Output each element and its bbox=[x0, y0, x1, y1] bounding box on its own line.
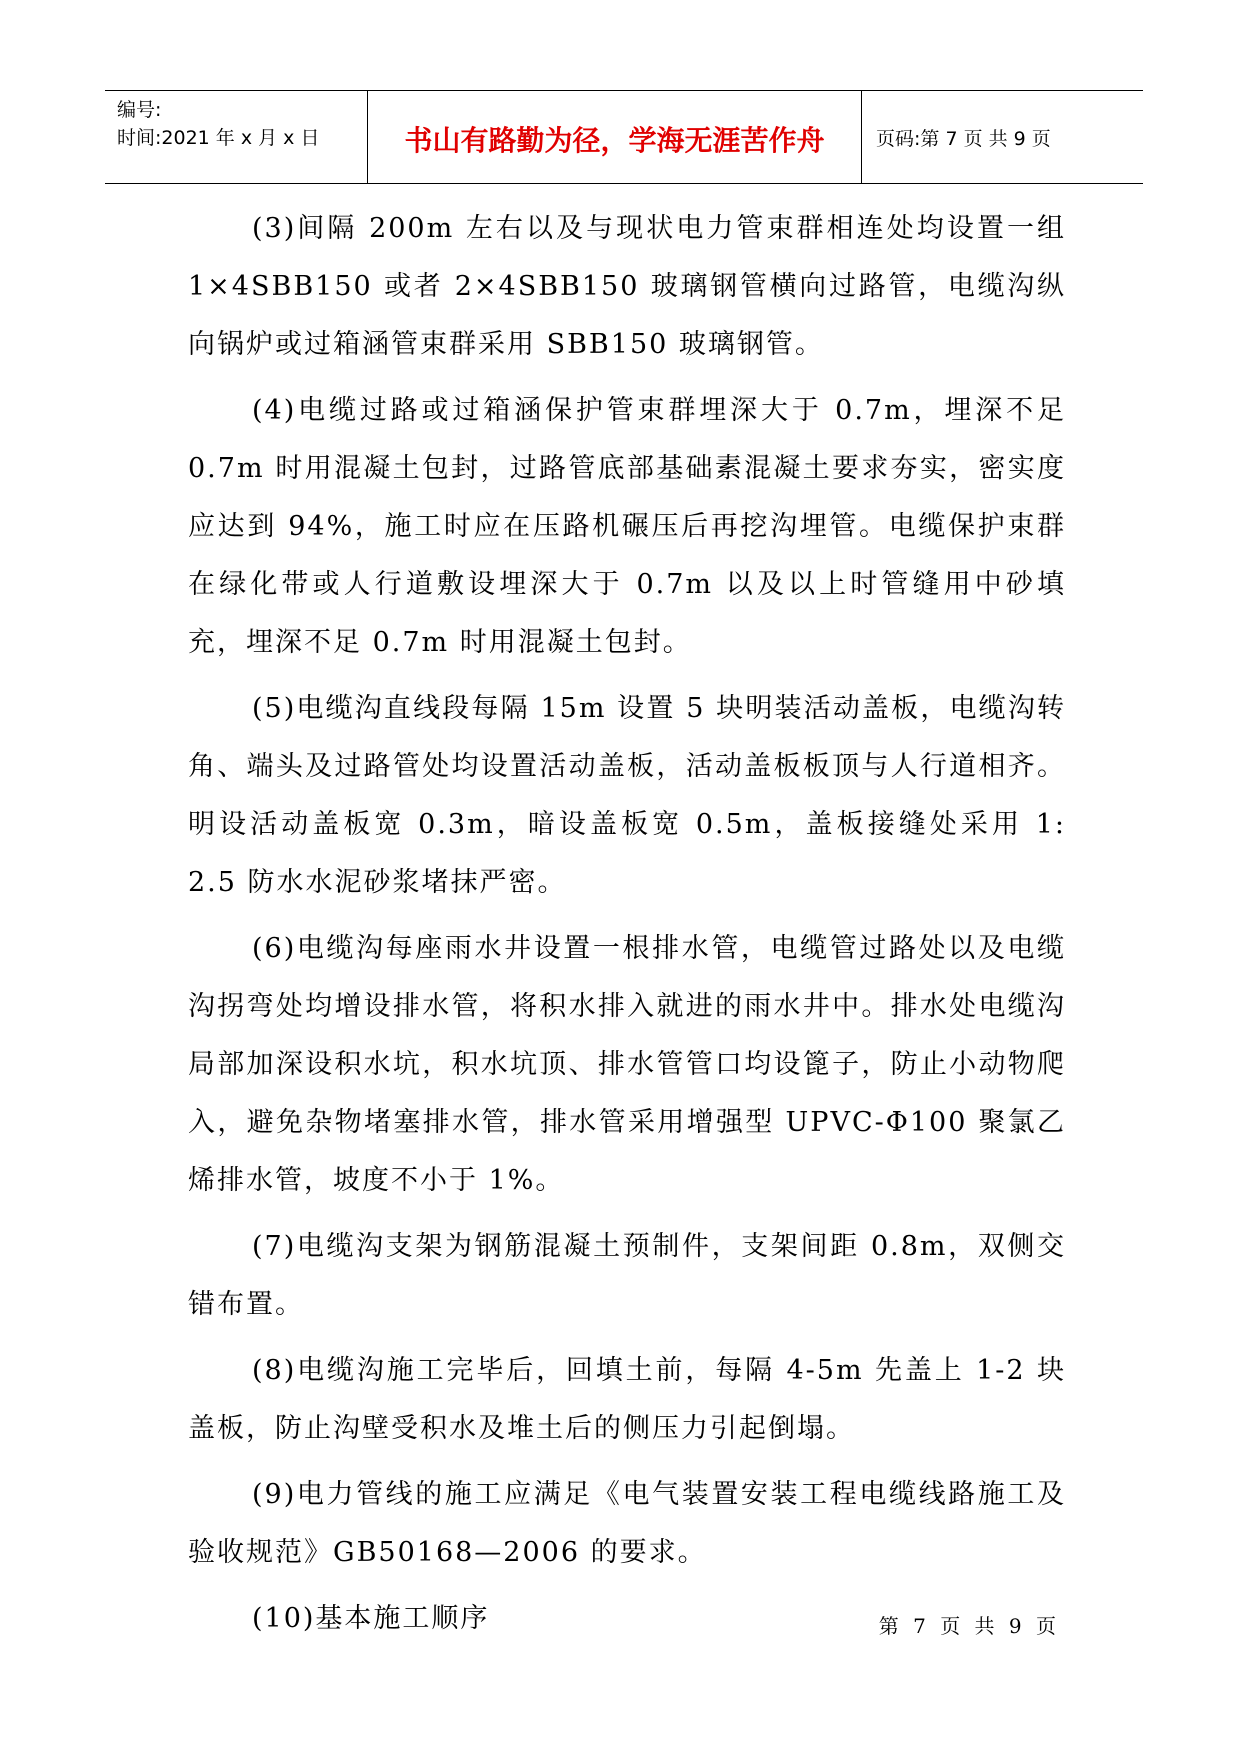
paragraph-3: (3)间隔 200m 左右以及与现状电力管束群相连处均设置一组 1×4SBB150 或者 2×4SBB150 玻璃钢管横向过路管，电缆沟纵向锅炉或过箱涵管束群采用 SBB150 玻璃钢管。 bbox=[188, 213, 1066, 360]
header-motto-cell bbox=[368, 91, 862, 183]
document-body bbox=[188, 200, 1066, 1656]
paragraph-8: (8)电缆沟施工完毕后，回填土前，每隔 4-5m 先盖上 1-2 块盖板，防止沟壁受积水及堆土后的侧压力引起倒塌。 bbox=[188, 1355, 1066, 1444]
paragraph-4: (4)电缆过路或过箱涵保护管束群埋深大于 0.7m，埋深不足 0.7m 时用混凝土包封，过路管底部基础素混凝土要求夯实，密实度应达到 94%，施工时应在压路机碾压后再挖沟埋管。电缆保护束群在绿化带或人行道敷设埋深大于 0.7m 以及以上时管缝用中砂填充，埋深不足 0.7m 时用混凝土包封。 bbox=[188, 395, 1066, 658]
page-footer: 第 7 页 共 9 页 bbox=[878, 1614, 1060, 1638]
header-page-label: 页码:第 7 页 共 9 页 bbox=[876, 128, 1051, 150]
number-label: 编号: bbox=[117, 99, 162, 121]
paragraph-9: (9)电力管线的施工应满足《电气装置安装工程电缆线路施工及验收规范》GB50168—2006 的要求。 bbox=[188, 1479, 1066, 1568]
paragraph-6: (6)电缆沟每座雨水井设置一根排水管，电缆管过路处以及电缆沟拐弯处均增设排水管，将积水排入就进的雨水井中。排水处电缆沟局部加深设积水坑，积水坑顶、排水管管口均设篦子，防止小动物爬入，避免杂物堵塞排水管，排水管采用增强型 UPVC-Φ100 聚氯乙烯排水管，坡度不小于 1%。 bbox=[188, 933, 1066, 1196]
paragraph-5: (5)电缆沟直线段每隔 15m 设置 5 块明装活动盖板，电缆沟转角、端头及过路管处均设置活动盖板，活动盖板板顶与人行道相齐。明设活动盖板宽 0.3m，暗设盖板宽 0.5m，盖板接缝处采用 1: 2.5 防水水泥砂浆堵抹严密。 bbox=[188, 693, 1066, 898]
page-header bbox=[105, 90, 1143, 184]
time-label: 时间:2021 年 x 月 x 日 bbox=[117, 127, 320, 149]
header-meta-cell bbox=[105, 91, 368, 183]
motto-text: 书山有路勤为径，学海无涯苦作舟 bbox=[404, 124, 825, 157]
paragraph-10: (10)基本施工顺序 bbox=[252, 1603, 490, 1634]
paragraph-7: (7)电缆沟支架为钢筋混凝土预制件，支架间距 0.8m，双侧交错布置。 bbox=[188, 1231, 1066, 1320]
header-page-cell bbox=[862, 91, 1143, 183]
